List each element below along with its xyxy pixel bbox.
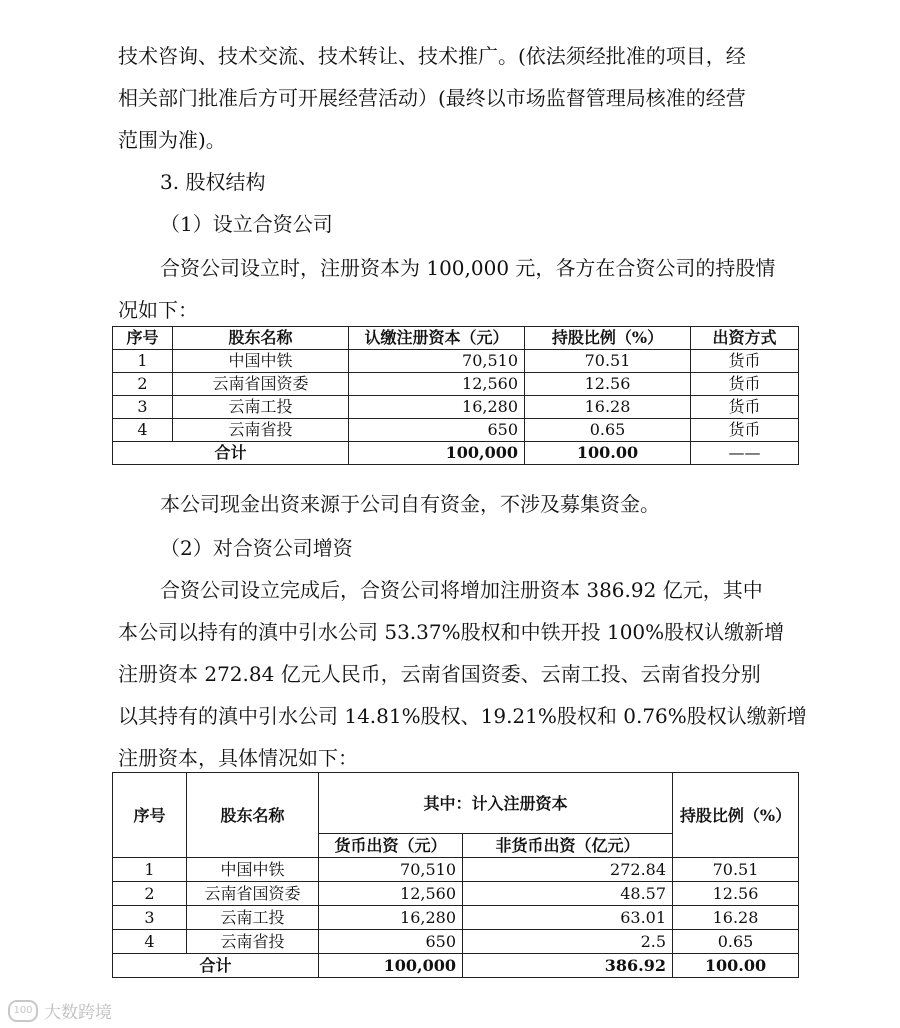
cell: 云南省国资委 [187, 882, 319, 906]
cell: 0.65 [673, 930, 799, 954]
watermark-logo-icon: 100 [8, 1000, 38, 1022]
watermark-text: 大数跨境 [44, 1003, 112, 1023]
cell: 货币 [691, 373, 799, 396]
subsection-heading: （2）对合资公司增资 [160, 536, 353, 560]
cell: 中国中铁 [187, 858, 319, 882]
header-cell: 股东名称 [187, 773, 319, 858]
cell: 12.56 [673, 882, 799, 906]
paragraph-line: 本公司以持有的滇中引水公司 53.37%股权和中铁开投 100%股权认缴新增 [118, 620, 785, 644]
table-row [113, 373, 799, 396]
paragraph-line: 范围为准)。 [118, 128, 226, 152]
paragraph-line: 合资公司设立完成后，合资公司将增加注册资本 386.92 亿元，其中 [160, 578, 763, 602]
cell: 中国中铁 [173, 350, 349, 373]
paragraph-line: 以其持有的滇中引水公司 14.81%股权、19.21%股权和 0.76%股权认缴新增 [118, 704, 807, 728]
cell: 16,280 [349, 396, 525, 419]
cell: 48.57 [463, 882, 673, 906]
cell: 云南省投 [173, 419, 349, 442]
cell: 云南省国资委 [173, 373, 349, 396]
section-heading: 3. 股权结构 [160, 170, 266, 194]
table-row [113, 419, 799, 442]
total-cell: 100.00 [673, 954, 799, 978]
paragraph-line: 合资公司设立时，注册资本为 100,000 元，各方在合资公司的持股情 [160, 256, 776, 280]
cell: 70.51 [673, 858, 799, 882]
paragraph-line: 技术咨询、技术交流、技术转让、技术推广。(依法须经批准的项目，经 [118, 44, 746, 68]
table-total-row [113, 442, 799, 465]
total-cell: 100,000 [349, 442, 525, 465]
total-cell: 100.00 [525, 442, 691, 465]
table-total-row [113, 954, 799, 978]
cell: 2.5 [463, 930, 673, 954]
total-cell: 386.92 [463, 954, 673, 978]
header-cell: 其中：计入注册资本 [319, 773, 673, 834]
header-cell: 股东名称 [173, 327, 349, 350]
paragraph-line: 况如下： [118, 298, 198, 322]
subsection-heading: （1）设立合资公司 [160, 212, 333, 236]
table-row [113, 350, 799, 373]
header-cell: 序号 [113, 327, 173, 350]
table-row [113, 858, 799, 882]
cell: 0.65 [525, 419, 691, 442]
table-header-row [113, 327, 799, 350]
header-cell: 持股比例（%） [673, 773, 799, 858]
cell: 2 [113, 373, 173, 396]
cell: 3 [113, 396, 173, 419]
cell: 1 [113, 350, 173, 373]
cell: 16,280 [319, 906, 463, 930]
table-row [113, 906, 799, 930]
cell: 272.84 [463, 858, 673, 882]
cell: 12,560 [319, 882, 463, 906]
cell: 12,560 [349, 373, 525, 396]
header-cell: 货币出资（元） [319, 834, 463, 858]
paragraph-line: 注册资本，具体情况如下： [118, 746, 358, 770]
cell: 货币 [691, 350, 799, 373]
cell: 16.28 [673, 906, 799, 930]
cell: 3 [113, 906, 187, 930]
cell: 63.01 [463, 906, 673, 930]
table-row [113, 882, 799, 906]
cell: 16.28 [525, 396, 691, 419]
header-cell: 认缴注册资本（元） [349, 327, 525, 350]
watermark [8, 998, 112, 1023]
table-row [113, 396, 799, 419]
header-cell: 序号 [113, 773, 187, 858]
shareholding-table-capital-increase [112, 772, 799, 978]
cell: 4 [113, 419, 173, 442]
cell: 云南工投 [187, 906, 319, 930]
paragraph-line: 相关部门批准后方可开展经营活动）(最终以市场监督管理局核准的经营 [118, 86, 746, 110]
cell: 650 [349, 419, 525, 442]
cell: 2 [113, 882, 187, 906]
table-header-row [113, 773, 799, 834]
cell: 云南工投 [173, 396, 349, 419]
total-label: 合计 [113, 442, 349, 465]
cell: 货币 [691, 419, 799, 442]
header-cell: 出资方式 [691, 327, 799, 350]
paragraph-line: 本公司现金出资来源于公司自有资金，不涉及募集资金。 [160, 492, 660, 516]
header-cell: 持股比例（%） [525, 327, 691, 350]
cell: 650 [319, 930, 463, 954]
total-cell: —— [691, 442, 799, 465]
table-row [113, 930, 799, 954]
header-cell: 非货币出资（亿元） [463, 834, 673, 858]
cell: 12.56 [525, 373, 691, 396]
cell: 70,510 [319, 858, 463, 882]
total-label: 合计 [113, 954, 319, 978]
cell: 4 [113, 930, 187, 954]
shareholding-table-initial [112, 326, 799, 465]
paragraph-line: 注册资本 272.84 亿元人民币，云南省国资委、云南工投、云南省投分别 [118, 662, 761, 686]
cell: 货币 [691, 396, 799, 419]
cell: 1 [113, 858, 187, 882]
total-cell: 100,000 [319, 954, 463, 978]
cell: 70,510 [349, 350, 525, 373]
cell: 云南省投 [187, 930, 319, 954]
cell: 70.51 [525, 350, 691, 373]
